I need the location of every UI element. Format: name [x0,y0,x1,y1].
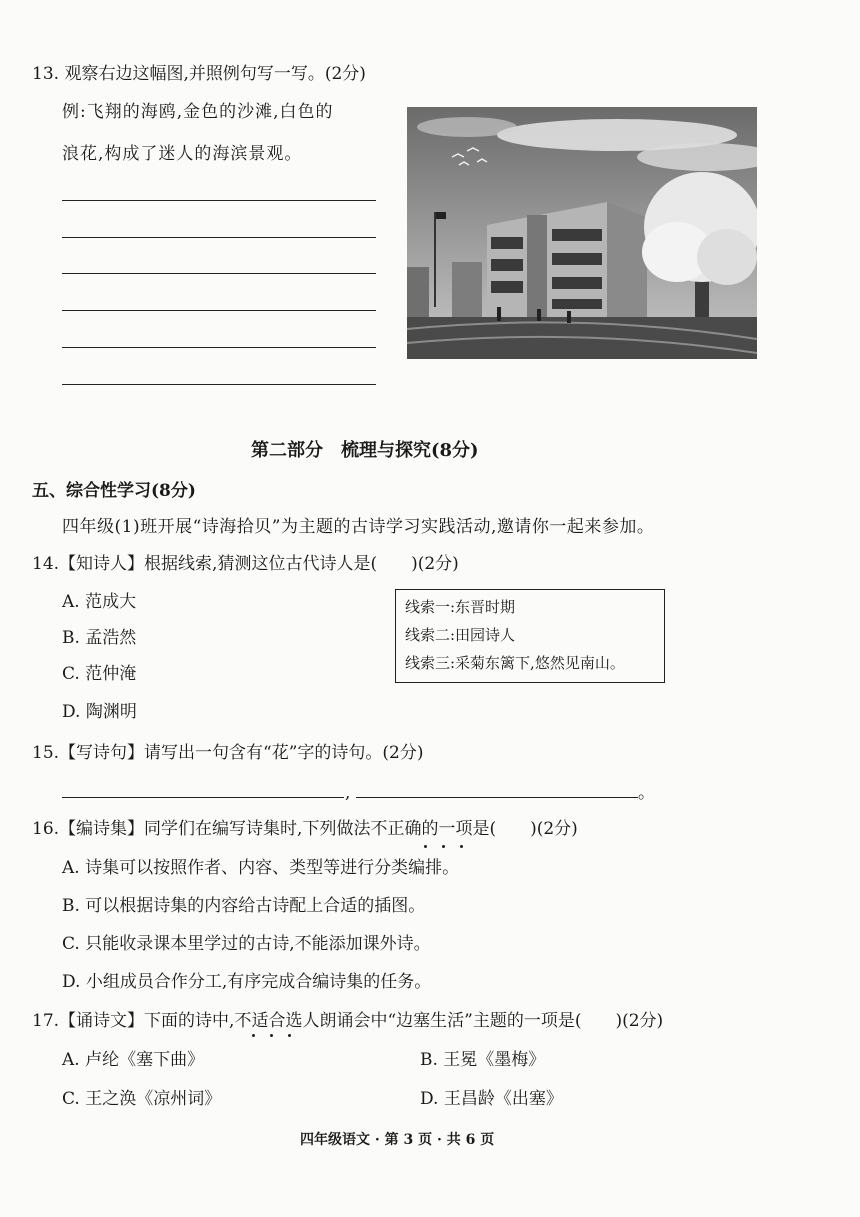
q15-comma: , [345,783,351,803]
q16-option-d[interactable]: D. 小组成员合作分工,有序完成合编诗集的任务。 [62,972,432,992]
q15-answer-line-2[interactable] [356,797,638,798]
q14-clue-3: 线索三:采菊东篱下,悠然见南山。 [405,654,625,672]
emphasis-dot [270,1034,273,1037]
q15-title: 15.【写诗句】请写出一句含有“花”字的诗句。(2分) [32,743,424,763]
q14-option-c[interactable]: C. 范仲淹 [62,664,137,684]
page-footer: 四年级语文 · 第 3 页 · 共 6 页 [300,1132,495,1148]
q15-answer-line-1[interactable] [62,797,344,798]
q16-option-b[interactable]: B. 可以根据诗集的内容给古诗配上合适的插图。 [62,896,426,916]
q15-period: 。 [638,783,655,803]
q14-option-b[interactable]: B. 孟浩然 [62,628,137,648]
answer-line[interactable] [62,273,376,274]
q13-title: 13. 观察右边这幅图,并照例句写一写。(2分) [32,64,366,84]
emphasis-dot [252,1034,255,1037]
q16-option-c[interactable]: C. 只能收录课本里学过的古诗,不能添加课外诗。 [62,934,431,954]
q14-clue-2: 线索二:田园诗人 [405,626,516,644]
part2-heading: 第二部分 梳理与探究(8分) [251,440,479,461]
answer-line[interactable] [62,347,376,348]
answer-line[interactable] [62,384,376,385]
q17-option-c[interactable]: C. 王之涣《凉州词》 [62,1089,222,1109]
emphasis-dot [442,845,445,848]
q14-option-d[interactable]: D. 陶渊明 [62,702,137,722]
section5-intro: 四年级(1)班开展“诗海拾贝”为主题的古诗学习实践活动,邀请你一起来参加。 [62,517,655,537]
q14-option-a[interactable]: A. 范成大 [62,592,137,612]
emphasis-dot [424,845,427,848]
emphasis-dot [288,1034,291,1037]
q13-example-line2: 浪花,构成了迷人的海滨景观。 [62,144,303,164]
emphasis-dot [460,845,463,848]
q17-option-d[interactable]: D. 王昌龄《出塞》 [420,1089,563,1109]
q14-clue-box [395,589,665,683]
answer-line[interactable] [62,200,376,201]
q17-title: 17.【诵诗文】下面的诗中,不适合选人朗诵会中“边塞生活”主题的一项是( )(2分) [32,1011,664,1031]
school-building-photo [407,107,757,359]
section5-title: 五、综合性学习(8分) [32,481,196,501]
answer-line[interactable] [62,310,376,311]
q16-title: 16.【编诗集】同学们在编写诗集时,下列做法不正确的一项是( )(2分) [32,819,578,839]
q17-option-b[interactable]: B. 王冕《墨梅》 [420,1050,546,1070]
q17-option-a[interactable]: A. 卢纶《塞下曲》 [62,1050,205,1070]
q14-title: 14.【知诗人】根据线索,猜测这位古代诗人是( )(2分) [32,554,459,574]
q16-option-a[interactable]: A. 诗集可以按照作者、内容、类型等进行分类编排。 [62,858,460,878]
answer-line[interactable] [62,237,376,238]
q13-example-line1: 例:飞翔的海鸥,金色的沙滩,白色的 [62,102,334,122]
q14-clue-1: 线索一:东晋时期 [405,598,516,616]
